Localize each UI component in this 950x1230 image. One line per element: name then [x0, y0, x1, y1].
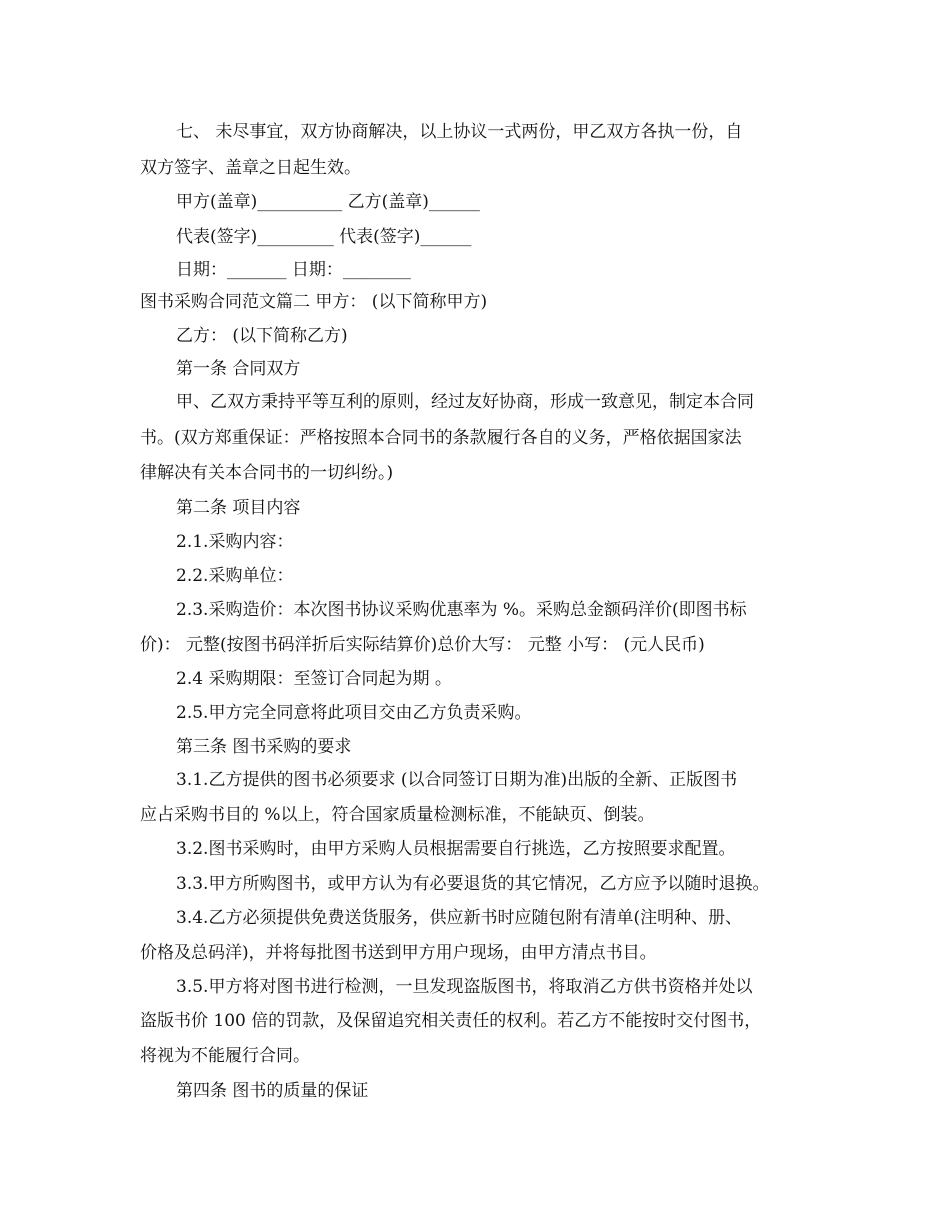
paragraph-line: 乙方： (以下简称乙方)	[176, 326, 348, 346]
clause-line: 价格及总码洋)，并将每批图书送到甲方用户现场，由甲方清点书目。	[140, 943, 657, 963]
clause-line: 将视为不能履行合同。	[140, 1046, 310, 1066]
signature-line-rep: 代表(签字)_________ 代表(签字)______	[176, 227, 472, 247]
article-heading: 第四条 图书的质量的保证	[176, 1081, 369, 1101]
paragraph-line: 甲、乙双方秉持平等互利的原则，经过友好协商，形成一致意见，制定本合同	[176, 392, 754, 412]
paragraph-line: 律解决有关本合同书的一切纠纷。)	[140, 463, 394, 483]
clause-line: 价)： 元整(按图书码洋折后实际结算价)总价大写： 元整 小写： (元人民币)	[140, 635, 705, 655]
paragraph-line: 七、 未尽事宜，双方协商解决，以上协议一式两份，甲乙双方各执一份，自	[176, 122, 743, 142]
clause-line: 2.4 采购期限：至签订合同起为期 。	[176, 669, 452, 689]
clause-line: 2.2.采购单位：	[176, 566, 294, 586]
article-heading: 第三条 图书采购的要求	[176, 737, 352, 757]
clause-line: 3.3.甲方所购图书，或甲方认为有必要退货的其它情况，乙方应予以随时退换。	[176, 874, 770, 894]
article-heading: 第一条 合同双方	[176, 359, 301, 379]
clause-line: 2.1.采购内容：	[176, 532, 294, 552]
clause-line: 3.4.乙方必须提供免费送货服务，供应新书时应随包附有清单(注明种、册、	[176, 908, 743, 928]
section-title: 图书采购合同范文篇二 甲方： (以下简称甲方)	[140, 292, 488, 312]
clause-line: 应占采购书目的 %以上，符合国家质量检测标准，不能缺页、倒装。	[140, 805, 655, 825]
clause-line: 盗版书价 100 倍的罚款，及保留追究相关责任的权利。若乙方不能按时交付图书，	[140, 1011, 762, 1031]
signature-line-date: 日期：_______ 日期：________	[176, 260, 411, 280]
signature-line-seal: 甲方(盖章)__________ 乙方(盖章)______	[176, 192, 480, 212]
article-heading: 第二条 项目内容	[176, 498, 301, 518]
clause-line: 3.5.甲方将对图书进行检测，一旦发现盗版图书，将取消乙方供书资格并处以	[176, 977, 753, 997]
paragraph-line: 书。(双方郑重保证：严格按照本合同书的条款履行各自的义务，严格依据国家法	[140, 428, 742, 448]
clause-line: 2.3.采购造价：本次图书协议采购优惠率为 %。采购总金额码洋价(即图书标	[176, 600, 747, 620]
clause-line: 2.5.甲方完全同意将此项目交由乙方负责采购。	[176, 703, 532, 723]
clause-line: 3.2.图书采购时，由甲方采购人员根据需要自行挑选，乙方按照要求配置。	[176, 839, 736, 859]
clause-line: 3.1.乙方提供的图书必须要求 (以合同签订日期为准)出版的全新、正版图书	[176, 770, 738, 790]
paragraph-line: 双方签字、盖章之日起生效。	[140, 158, 361, 178]
